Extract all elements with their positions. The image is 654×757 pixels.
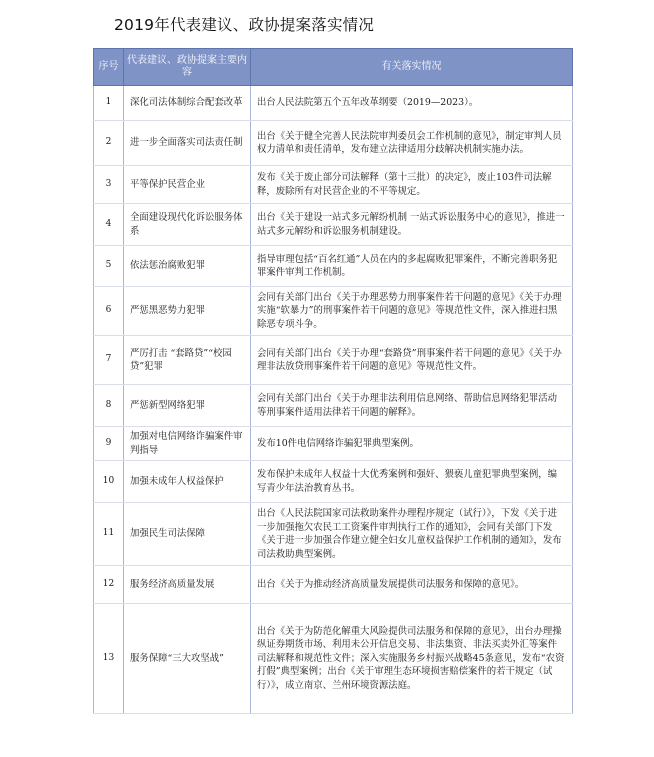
table-row xyxy=(94,287,573,336)
row-number: 1 xyxy=(94,86,124,121)
row-topic: 服务经济高质量发展 xyxy=(124,566,251,604)
row-number: 10 xyxy=(94,461,124,503)
header-detail: 有关落实情况 xyxy=(251,49,573,86)
implementation-table xyxy=(93,48,573,714)
row-detail: 出台《关于为防范化解重大风险提供司法服务和保障的意见》，出台办理操纵证券期货市场、利用未公开信息交易、非法集资、非法买卖外汇等案件司法解释和规范性文件；深入实施服务乡村振兴战略45条意见，发布“农资打假”典型案例；出台《关于审理生态环境损害赔偿案件的若干规定（试行）》，成立南京、兰州环境资源法庭。 xyxy=(251,604,573,714)
table-header-row xyxy=(94,49,573,86)
row-topic: 进一步全面落实司法责任制 xyxy=(124,121,251,166)
row-topic: 加强对电信网络诈骗案件审判指导 xyxy=(124,427,251,461)
row-topic: 服务保障“三大攻坚战” xyxy=(124,604,251,714)
table-row xyxy=(94,121,573,166)
document-title: 2019年代表建议、政协提案落实情况 xyxy=(114,16,375,34)
row-topic: 平等保护民营企业 xyxy=(124,166,251,204)
row-detail: 发布保护未成年人权益十大优秀案例和强奸、猥亵儿童犯罪典型案例，编写青少年法治教育丛书。 xyxy=(251,461,573,503)
header-topic: 代表建议、政协提案主要内容 xyxy=(124,49,251,86)
table-row xyxy=(94,427,573,461)
row-number: 4 xyxy=(94,204,124,246)
row-detail: 发布10件电信网络诈骗犯罪典型案例。 xyxy=(251,427,573,461)
row-topic: 加强民生司法保障 xyxy=(124,503,251,566)
row-topic: 严厉打击 “套路贷”“校园贷”犯罪 xyxy=(124,336,251,385)
table-row xyxy=(94,246,573,287)
row-detail: 出台《人民法院国家司法救助案件办理程序规定（试行）》，下发《关于进一步加强拖欠农民工工资案件审判执行工作的通知》，会同有关部门下发《关于进一步加强合作建立健全妇女儿童权益保护工作机制的通知》，发布司法救助典型案例。 xyxy=(251,503,573,566)
table-row xyxy=(94,385,573,427)
row-detail: 出台《关于健全完善人民法院审判委员会工作机制的意见》，制定审判人员权力清单和责任清单，发布建立法律适用分歧解决机制实施办法。 xyxy=(251,121,573,166)
row-detail: 会同有关部门出台《关于办理“套路贷”刑事案件若干问题的意见》《关于办理非法放贷刑事案件若干问题的意见》等规范性文件。 xyxy=(251,336,573,385)
header-no: 序号 xyxy=(94,49,124,86)
row-number: 13 xyxy=(94,604,124,714)
row-number: 9 xyxy=(94,427,124,461)
row-number: 12 xyxy=(94,566,124,604)
table-row xyxy=(94,204,573,246)
row-number: 6 xyxy=(94,287,124,336)
row-detail: 出台人民法院第五个五年改革纲要（2019—2023）。 xyxy=(251,86,573,121)
row-topic: 依法惩治腐败犯罪 xyxy=(124,246,251,287)
row-topic: 严惩黑恶势力犯罪 xyxy=(124,287,251,336)
row-number: 7 xyxy=(94,336,124,385)
row-number: 3 xyxy=(94,166,124,204)
table-row xyxy=(94,86,573,121)
row-number: 8 xyxy=(94,385,124,427)
row-detail: 指导审理包括“百名红通”人员在内的多起腐败犯罪案件，不断完善职务犯罪案件审判工作机制。 xyxy=(251,246,573,287)
row-detail: 发布《关于废止部分司法解释（第十三批）的决定》，废止103件司法解释，废除所有对民营企业的不平等规定。 xyxy=(251,166,573,204)
row-topic: 全面建设现代化诉讼服务体系 xyxy=(124,204,251,246)
table-row xyxy=(94,604,573,714)
table-row xyxy=(94,566,573,604)
table-row xyxy=(94,503,573,566)
row-topic: 深化司法体制综合配套改革 xyxy=(124,86,251,121)
row-detail: 出台《关于为推动经济高质量发展提供司法服务和保障的意见》。 xyxy=(251,566,573,604)
table-row xyxy=(94,166,573,204)
row-number: 5 xyxy=(94,246,124,287)
row-number: 11 xyxy=(94,503,124,566)
row-topic: 严惩新型网络犯罪 xyxy=(124,385,251,427)
table-row xyxy=(94,336,573,385)
row-detail: 会同有关部门出台《关于办理非法利用信息网络、帮助信息网络犯罪活动等刑事案件适用法律若干问题的解释》。 xyxy=(251,385,573,427)
row-topic: 加强未成年人权益保护 xyxy=(124,461,251,503)
row-detail: 出台《关于建设一站式多元解纷机制 一站式诉讼服务中心的意见》，推进一站式多元解纷和诉讼服务机制建设。 xyxy=(251,204,573,246)
row-number: 2 xyxy=(94,121,124,166)
row-detail: 会同有关部门出台《关于办理恶势力刑事案件若干问题的意见》《关于办理实施“软暴力”的刑事案件若干问题的意见》等规范性文件，深入推进扫黑除恶专项斗争。 xyxy=(251,287,573,336)
table-row xyxy=(94,461,573,503)
